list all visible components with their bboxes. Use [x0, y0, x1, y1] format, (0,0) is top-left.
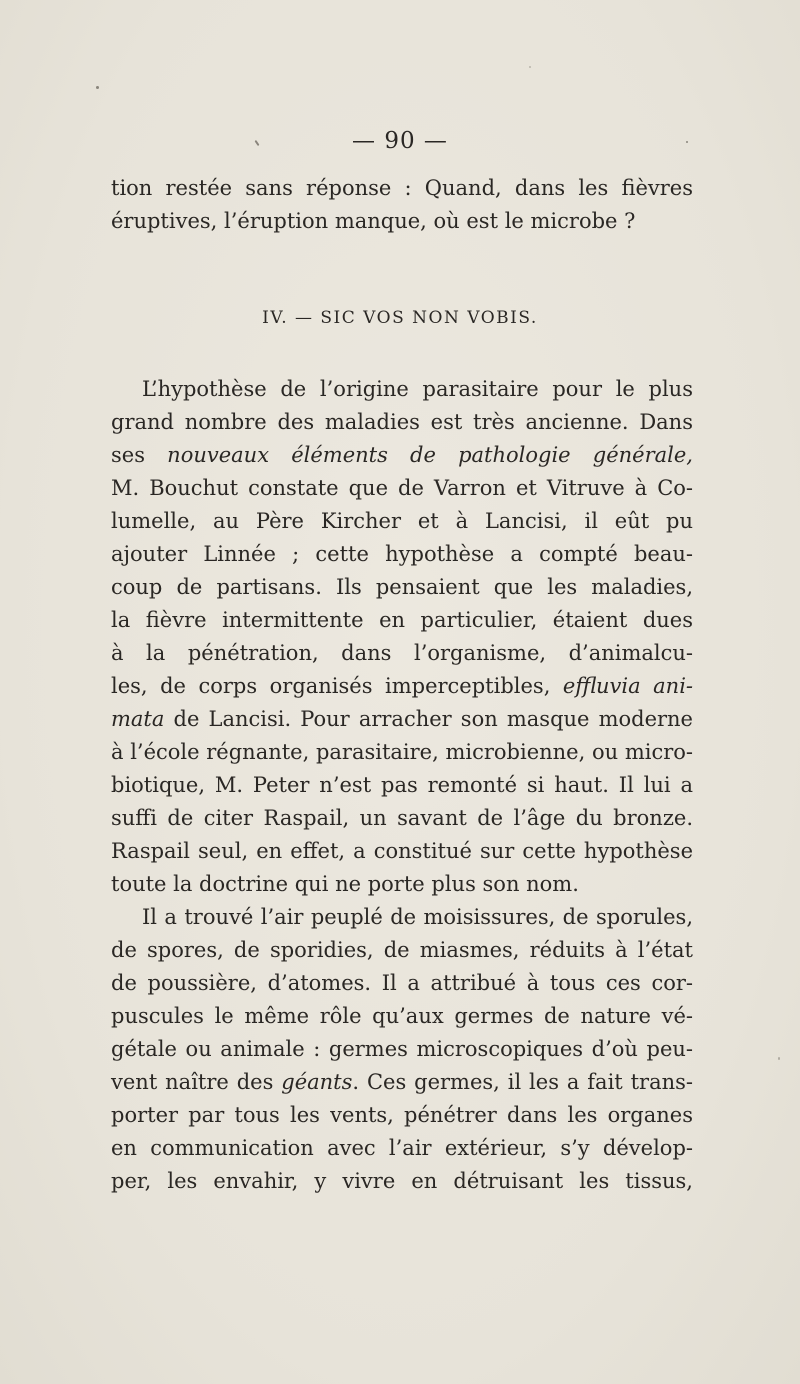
- text-line: [111, 703, 693, 736]
- text-line: éruptives, l’éruption manque, où est le microbe ?: [111, 209, 636, 233]
- text-line: L’hypothèse de l’origine parasitaire pour le plus: [142, 377, 693, 401]
- paper-speck: [778, 1057, 780, 1060]
- italic-word: géants: [281, 1070, 353, 1094]
- text-line: gétale ou animale : germes microscopiques d’où peu-: [111, 1037, 693, 1061]
- italic-title: nouveaux éléments de pathologie générale,: [167, 443, 693, 467]
- page-number: — 90 —: [352, 128, 448, 154]
- text-line: per, les envahir, y vivre en détruisant les tissus,: [111, 1169, 693, 1193]
- text-line: suffi de citer Raspail, un savant de l’âge du bronze.: [111, 806, 693, 830]
- italic-latin-term: mata: [111, 707, 165, 731]
- body-text: [111, 373, 693, 1198]
- text-line: biotique, M. Peter n’est pas remonté si haut. Il lui a: [111, 773, 693, 797]
- text-line: puscules le même rôle qu’aux germes de nature vé-: [111, 1004, 693, 1028]
- text-line: porter par tous les vents, pénétrer dans les organes: [111, 1103, 693, 1127]
- paper-speck: [96, 86, 99, 89]
- italic-latin-term: effluvia ani-: [562, 674, 694, 698]
- text-line: grand nombre des maladies est très ancienne. Dans: [111, 410, 693, 434]
- text-fragment: . Ces germes, il les a fait trans-: [352, 1070, 694, 1094]
- text-line: [111, 670, 693, 703]
- text-line: tion restée sans réponse : Quand, dans les fièvres: [111, 176, 693, 200]
- text-line: [111, 439, 693, 472]
- text-line: ajouter Linnée ; cette hypothèse a compté beau-: [111, 542, 693, 566]
- text-line: M. Bouchut constate que de Varron et Vitruve à Co-: [111, 476, 693, 500]
- text-line: à la pénétration, dans l’organisme, d’animalcu-: [111, 641, 693, 665]
- text-line: lumelle, au Père Kircher et à Lancisi, il eût pu: [111, 509, 693, 533]
- text-line: toute la doctrine qui ne porte plus son nom.: [111, 872, 579, 896]
- text-line: la fièvre intermittente en particulier, étaient dues: [111, 608, 693, 632]
- paper-speck: [529, 66, 531, 68]
- continuation-text: [111, 172, 693, 238]
- text-fragment: vent naître des: [111, 1070, 274, 1094]
- text-fragment: les, de corps organisés imperceptibles,: [111, 674, 551, 698]
- section-heading: IV. — SIC VOS NON VOBIS.: [262, 308, 538, 328]
- text-line: coup de partisans. Ils pensaient que les maladies,: [111, 575, 693, 599]
- text-fragment: ses: [111, 443, 145, 467]
- text-line: de poussière, d’atomes. Il a attribué à tous ces cor-: [111, 971, 693, 995]
- text-line: de spores, de sporidies, de miasmes, réduits à l’état: [111, 938, 693, 962]
- text-line: [111, 1066, 693, 1099]
- text-line: en communication avec l’air extérieur, s’y dévelop-: [111, 1136, 693, 1160]
- text-line: à l’école régnante, parasitaire, microbienne, ou micro-: [111, 740, 693, 764]
- text-line: Il a trouvé l’air peuplé de moisissures, de sporules,: [142, 905, 693, 929]
- text-fragment: de Lancisi. Pour arracher son masque moderne: [173, 707, 693, 731]
- text-line: Raspail seul, en effet, a constitué sur cette hypothèse: [111, 839, 693, 863]
